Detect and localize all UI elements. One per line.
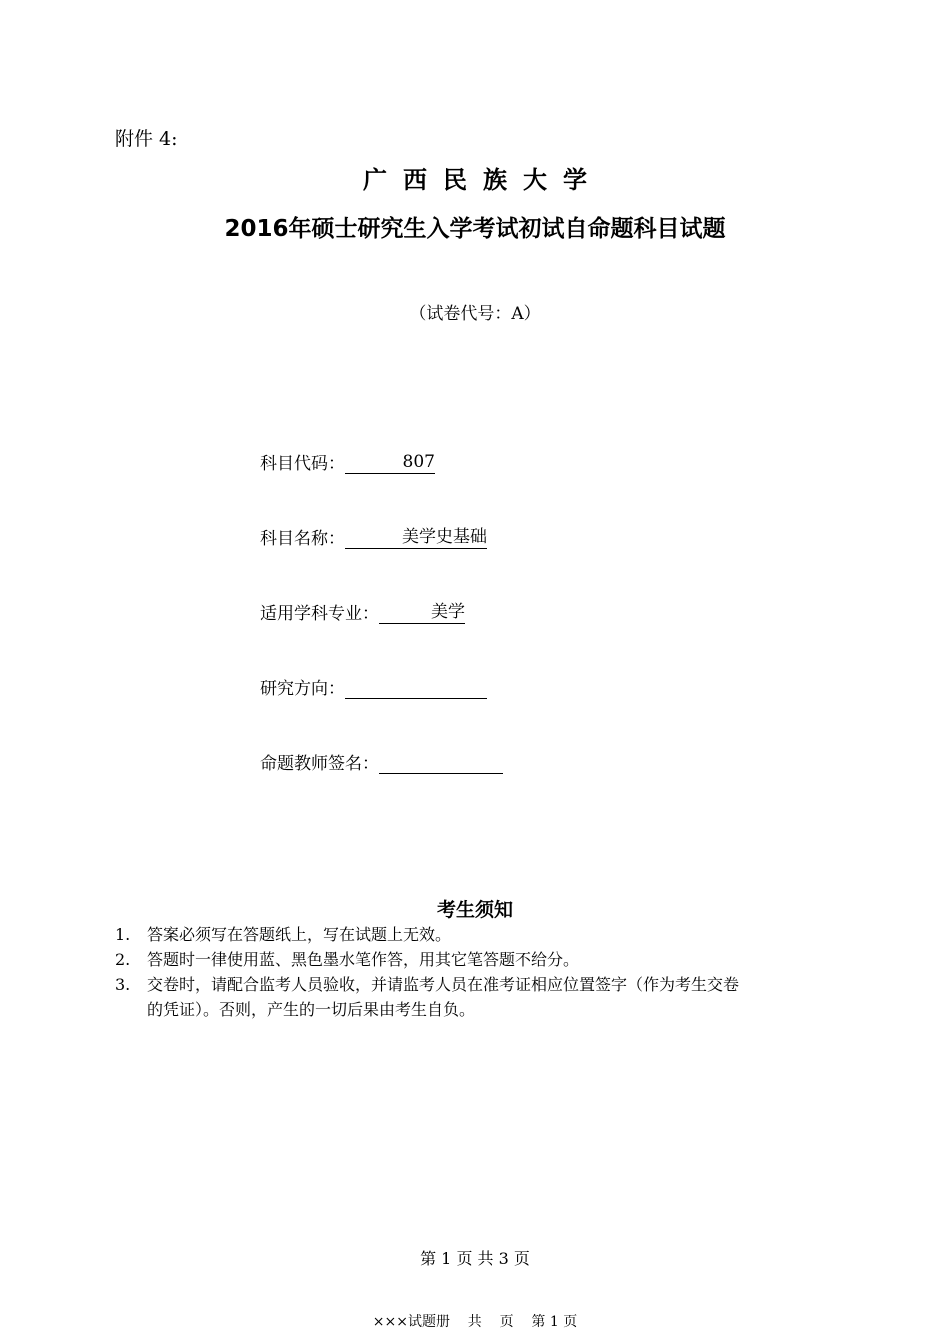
exam-title: 2016年硕士研究生入学考试初试自命题科目试题	[224, 216, 726, 242]
notice-item-text: 交卷时，请配合监考人员验收，并请监考人员在准考证相应位置签字（作为考生交卷	[147, 975, 740, 994]
signature-label: 命题教师签名：	[260, 754, 379, 774]
subject-code-label: 科目代码：	[260, 454, 345, 474]
notice-item-number: 1.	[115, 925, 131, 944]
notice-item-text: 答案必须写在答题纸上，写在试题上无效。	[147, 925, 452, 944]
notice-item-2	[115, 947, 845, 972]
notice-item-1	[115, 922, 845, 947]
notice-item-text: 答题时一律使用蓝、黑色墨水笔作答，用其它笔答题不给分。	[147, 950, 580, 969]
subject-name-value: 美学史基础	[345, 526, 487, 549]
subject-code-value: 807	[345, 451, 435, 474]
direction-field	[260, 674, 487, 699]
paper-code: （试卷代号：A）	[409, 304, 541, 324]
signature-field	[260, 749, 503, 774]
notice-item-continuation: 的凭证）。否则，产生的一切后果由考生自负。	[147, 1000, 476, 1019]
subject-name-label: 科目名称：	[260, 529, 345, 549]
direction-label: 研究方向：	[260, 679, 345, 699]
page-number: 第 1 页 共 3 页	[420, 1249, 530, 1268]
notice-item-number: 2.	[115, 950, 131, 969]
university-name: 广西民族大学	[363, 166, 603, 194]
signature-value	[379, 751, 503, 774]
direction-value	[345, 676, 487, 699]
subject-code-field	[260, 449, 435, 474]
attachment-label: 附件 4:	[115, 128, 178, 150]
page-footer: ×××试题册 共 页 第 1 页	[372, 1314, 578, 1330]
subject-name-field	[260, 524, 487, 549]
major-field	[260, 599, 465, 624]
notice-title: 考生须知	[436, 899, 513, 921]
notice-item-number: 3.	[115, 975, 131, 994]
major-label: 适用学科专业：	[260, 604, 379, 624]
major-value: 美学	[379, 601, 465, 624]
notice-item-3	[115, 972, 845, 1022]
